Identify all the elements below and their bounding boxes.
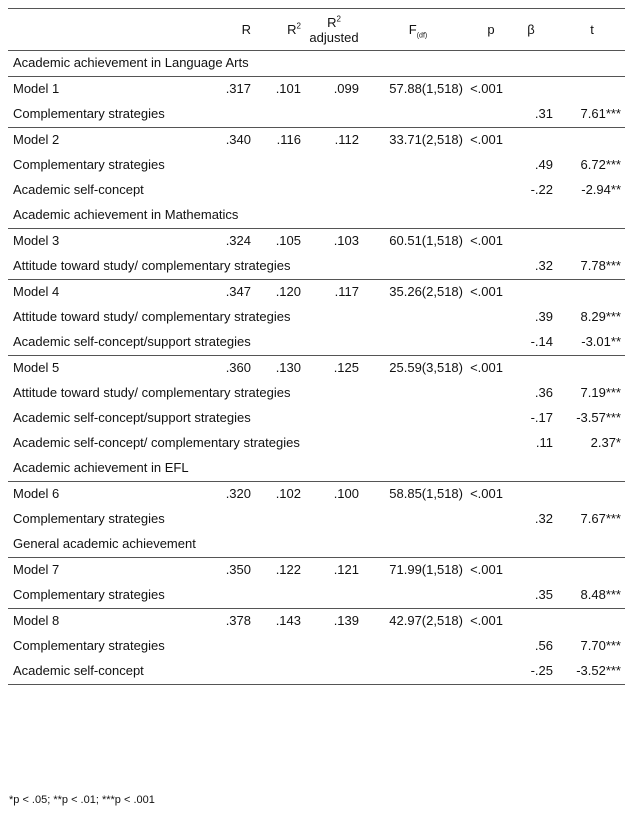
r-squared-value bbox=[251, 51, 301, 77]
predictor-row bbox=[8, 153, 625, 178]
beta-value: -.25 bbox=[503, 659, 553, 685]
beta-value bbox=[503, 356, 553, 382]
r-squared-adjusted-value bbox=[301, 659, 359, 685]
predictor-row bbox=[8, 254, 625, 280]
model-row bbox=[8, 558, 625, 584]
f-value: 57.88(1,518) bbox=[359, 77, 463, 103]
f-value bbox=[359, 178, 463, 203]
r-squared-value bbox=[251, 178, 301, 203]
header-blank bbox=[8, 9, 213, 51]
row-label: Academic achievement in Mathematics bbox=[13, 207, 239, 222]
p-value bbox=[463, 51, 503, 77]
predictor-row bbox=[8, 406, 625, 431]
r-squared-adjusted-value bbox=[301, 381, 359, 406]
r-value bbox=[213, 456, 251, 482]
t-value: 8.29*** bbox=[580, 309, 621, 324]
t-value: 6.72*** bbox=[580, 157, 621, 172]
r-squared-value: .105 bbox=[251, 229, 301, 255]
beta-value bbox=[503, 456, 553, 482]
beta-value: .56 bbox=[534, 638, 553, 653]
r-squared-adjusted-value: .100 bbox=[301, 482, 359, 508]
beta-value bbox=[503, 482, 553, 508]
r-value: .347 bbox=[213, 280, 251, 306]
model-row bbox=[8, 280, 625, 306]
t-value bbox=[553, 532, 625, 558]
p-value: <.001 bbox=[463, 356, 503, 382]
t-value: 7.70*** bbox=[580, 638, 621, 653]
beta-value bbox=[503, 532, 553, 558]
r-squared-adjusted-value bbox=[301, 178, 359, 203]
header-p: p bbox=[463, 9, 503, 51]
t-value bbox=[553, 558, 625, 584]
beta-value: .31 bbox=[534, 106, 553, 121]
f-value bbox=[359, 507, 463, 532]
section-row bbox=[8, 51, 625, 77]
predictor-row bbox=[8, 583, 625, 609]
f-value: 71.99(1,518) bbox=[359, 558, 463, 584]
beta-value: -.14 bbox=[530, 334, 553, 349]
section-row bbox=[8, 532, 625, 558]
p-value bbox=[463, 583, 503, 609]
r-squared-adjusted-value: .099 bbox=[301, 77, 359, 103]
row-label: Model 7 bbox=[8, 558, 213, 584]
r-value bbox=[213, 532, 251, 558]
f-value bbox=[359, 153, 463, 178]
r-value: .378 bbox=[213, 609, 251, 635]
r-squared-adjusted-value bbox=[301, 102, 359, 128]
p-value: <.001 bbox=[463, 609, 503, 635]
t-value bbox=[553, 203, 625, 229]
f-value bbox=[359, 203, 463, 229]
table-header-row bbox=[8, 9, 625, 51]
r-squared-adjusted-value bbox=[301, 254, 359, 280]
r-value: .317 bbox=[213, 77, 251, 103]
row-label: Model 5 bbox=[8, 356, 213, 382]
t-value bbox=[553, 77, 625, 103]
f-value bbox=[359, 456, 463, 482]
r-squared-value: .130 bbox=[251, 356, 301, 382]
r-squared-value bbox=[251, 406, 301, 431]
t-value: -3.52*** bbox=[553, 659, 625, 685]
r-value bbox=[213, 153, 251, 178]
r-squared-adjusted-value bbox=[301, 406, 359, 431]
r-value: .340 bbox=[213, 128, 251, 154]
r-squared-value bbox=[251, 203, 301, 229]
r-squared-adjusted-value bbox=[301, 532, 359, 558]
p-value bbox=[463, 381, 503, 406]
row-label: Model 4 bbox=[8, 280, 213, 306]
model-row bbox=[8, 128, 625, 154]
f-value: 35.26(2,518) bbox=[359, 280, 463, 306]
r-value bbox=[213, 659, 251, 685]
f-value bbox=[359, 532, 463, 558]
r-squared-value: .143 bbox=[251, 609, 301, 635]
p-value bbox=[463, 406, 503, 431]
predictor-row bbox=[8, 381, 625, 406]
p-value bbox=[463, 305, 503, 330]
beta-value bbox=[503, 51, 553, 77]
section-row bbox=[8, 203, 625, 229]
p-value: <.001 bbox=[463, 229, 503, 255]
row-label: Model 2 bbox=[8, 128, 213, 154]
t-value: -2.94** bbox=[581, 182, 621, 197]
row-label: Model 3 bbox=[8, 229, 213, 255]
r-squared-adjusted-value bbox=[301, 507, 359, 532]
beta-value bbox=[503, 609, 553, 635]
predictor-row bbox=[8, 431, 625, 456]
beta-value: -.22 bbox=[530, 182, 553, 197]
r-squared-adjusted-value bbox=[301, 330, 359, 356]
r-value bbox=[213, 178, 251, 203]
significance-footnote: *p < .05; **p < .01; ***p < .001 bbox=[9, 794, 155, 806]
header-r-squared-adjusted: $R^2$ adjusted bbox=[301, 9, 359, 51]
row-label: Complementary strategies bbox=[13, 106, 165, 121]
r-squared-value bbox=[251, 507, 301, 532]
beta-value: .36 bbox=[534, 385, 553, 400]
header-beta: β bbox=[503, 9, 553, 51]
p-value bbox=[463, 330, 503, 356]
f-value: 42.97(2,518) bbox=[359, 609, 463, 635]
predictor-row bbox=[8, 330, 625, 356]
t-value bbox=[553, 356, 625, 382]
beta-value bbox=[503, 280, 553, 306]
row-label: Model 6 bbox=[8, 482, 213, 508]
row-label: Model 1 bbox=[8, 77, 213, 103]
model-row bbox=[8, 482, 625, 508]
predictor-row bbox=[8, 178, 625, 203]
r-squared-value bbox=[251, 659, 301, 685]
f-value bbox=[359, 381, 463, 406]
r-squared-value bbox=[251, 532, 301, 558]
t-value: -3.01** bbox=[581, 334, 621, 349]
t-value bbox=[553, 609, 625, 635]
beta-value: .39 bbox=[534, 309, 553, 324]
r-value bbox=[213, 507, 251, 532]
header-r-squared: $R^2$ bbox=[251, 9, 301, 51]
p-value bbox=[463, 203, 503, 229]
f-value bbox=[359, 406, 463, 431]
row-label: Academic self-concept bbox=[13, 182, 144, 197]
r-squared-adjusted-value: .139 bbox=[301, 609, 359, 635]
beta-value: .11 bbox=[535, 435, 553, 450]
beta-value: .35 bbox=[534, 587, 553, 602]
r-squared-value: .101 bbox=[251, 77, 301, 103]
t-value bbox=[553, 482, 625, 508]
r-squared-value: .116 bbox=[251, 128, 301, 154]
row-label: Attitude toward study/ complementary strategies bbox=[13, 258, 291, 273]
p-value bbox=[463, 507, 503, 532]
r-value: .320 bbox=[213, 482, 251, 508]
row-label: Complementary strategies bbox=[13, 511, 165, 526]
predictor-row bbox=[8, 659, 625, 685]
f-value bbox=[359, 634, 463, 659]
f-value bbox=[359, 431, 463, 456]
t-value bbox=[553, 229, 625, 255]
r-squared-adjusted-value bbox=[301, 456, 359, 482]
r-squared-value bbox=[251, 153, 301, 178]
r-squared-value: .102 bbox=[251, 482, 301, 508]
f-value: 60.51(1,518) bbox=[359, 229, 463, 255]
t-value: 8.48*** bbox=[580, 587, 621, 602]
r-squared-value bbox=[251, 583, 301, 609]
f-value bbox=[359, 583, 463, 609]
header-f: $F_{(df)}$ bbox=[359, 9, 463, 51]
row-label: Academic achievement in Language Arts bbox=[13, 55, 249, 70]
p-value: <.001 bbox=[463, 482, 503, 508]
row-label: Academic achievement in EFL bbox=[13, 460, 189, 475]
t-value: -3.57*** bbox=[576, 410, 621, 425]
r-value bbox=[213, 583, 251, 609]
f-value: 58.85(1,518) bbox=[359, 482, 463, 508]
t-value: 7.67*** bbox=[580, 511, 621, 526]
r-squared-value bbox=[251, 102, 301, 128]
row-label: Complementary strategies bbox=[13, 157, 165, 172]
row-label: Complementary strategies bbox=[13, 587, 165, 602]
beta-value: .32 bbox=[534, 258, 553, 273]
r-squared-value bbox=[251, 634, 301, 659]
row-label: Academic self-concept/ complementary strategies bbox=[13, 435, 300, 450]
f-value: 33.71(2,518) bbox=[359, 128, 463, 154]
row-label: Attitude toward study/ complementary strategies bbox=[13, 309, 291, 324]
t-value: 7.19*** bbox=[580, 385, 621, 400]
p-value: <.001 bbox=[463, 128, 503, 154]
p-value: <.001 bbox=[463, 280, 503, 306]
p-value: <.001 bbox=[463, 77, 503, 103]
header-r: R bbox=[213, 9, 251, 51]
r-squared-adjusted-value bbox=[301, 305, 359, 330]
beta-value bbox=[503, 229, 553, 255]
beta-value bbox=[503, 77, 553, 103]
t-value: 7.78*** bbox=[580, 258, 621, 273]
row-label: Attitude toward study/ complementary strategies bbox=[13, 385, 291, 400]
row-label: Complementary strategies bbox=[13, 638, 165, 653]
r-squared-value bbox=[251, 330, 301, 356]
t-value bbox=[553, 128, 625, 154]
predictor-row bbox=[8, 507, 625, 532]
r-squared-value bbox=[251, 456, 301, 482]
r-value: .360 bbox=[213, 356, 251, 382]
r-value: .324 bbox=[213, 229, 251, 255]
predictor-row bbox=[8, 634, 625, 659]
r-squared-adjusted-value: .103 bbox=[301, 229, 359, 255]
regression-table bbox=[8, 8, 625, 685]
r-squared-adjusted-value: .117 bbox=[301, 280, 359, 306]
f-value bbox=[359, 254, 463, 280]
model-row bbox=[8, 77, 625, 103]
header-t: t bbox=[553, 9, 625, 51]
beta-value: -.17 bbox=[530, 410, 553, 425]
p-value bbox=[463, 153, 503, 178]
r-squared-adjusted-value bbox=[301, 51, 359, 77]
beta-value bbox=[503, 128, 553, 154]
model-row bbox=[8, 229, 625, 255]
p-value bbox=[463, 456, 503, 482]
beta-value: .49 bbox=[534, 157, 553, 172]
p-value bbox=[463, 178, 503, 203]
f-value: 25.59(3,518) bbox=[359, 356, 463, 382]
beta-value bbox=[503, 558, 553, 584]
r-squared-adjusted-value: .121 bbox=[301, 558, 359, 584]
f-value bbox=[359, 305, 463, 330]
r-squared-adjusted-value bbox=[301, 634, 359, 659]
r-squared-adjusted-value: .125 bbox=[301, 356, 359, 382]
r-squared-adjusted-value bbox=[301, 431, 359, 456]
t-value bbox=[553, 280, 625, 306]
row-label: Academic self-concept/support strategies bbox=[13, 334, 251, 349]
model-row bbox=[8, 609, 625, 635]
p-value bbox=[463, 532, 503, 558]
p-value: <.001 bbox=[463, 558, 503, 584]
r-squared-value: .122 bbox=[251, 558, 301, 584]
t-value bbox=[553, 456, 625, 482]
f-value bbox=[359, 51, 463, 77]
t-value bbox=[553, 51, 625, 77]
f-value bbox=[359, 102, 463, 128]
r-squared-adjusted-value: .112 bbox=[301, 128, 359, 154]
p-value bbox=[463, 254, 503, 280]
p-value bbox=[463, 634, 503, 659]
predictor-row bbox=[8, 305, 625, 330]
row-label: General academic achievement bbox=[13, 536, 196, 551]
model-row bbox=[8, 356, 625, 382]
r-squared-adjusted-value bbox=[301, 583, 359, 609]
r-value: .350 bbox=[213, 558, 251, 584]
beta-value bbox=[503, 203, 553, 229]
p-value bbox=[463, 102, 503, 128]
t-value: 2.37* bbox=[590, 435, 621, 450]
r-value bbox=[213, 102, 251, 128]
r-squared-value: .120 bbox=[251, 280, 301, 306]
predictor-row bbox=[8, 102, 625, 128]
row-label: Academic self-concept/support strategies bbox=[13, 410, 251, 425]
r-value bbox=[213, 634, 251, 659]
r-squared-adjusted-value bbox=[301, 203, 359, 229]
f-value bbox=[359, 330, 463, 356]
f-value bbox=[359, 659, 463, 685]
p-value bbox=[463, 659, 503, 685]
t-value: 7.61*** bbox=[580, 106, 621, 121]
beta-value: .32 bbox=[534, 511, 553, 526]
row-label: Academic self-concept bbox=[8, 659, 213, 685]
p-value bbox=[463, 431, 503, 456]
section-row bbox=[8, 456, 625, 482]
r-squared-adjusted-value bbox=[301, 153, 359, 178]
row-label: Model 8 bbox=[8, 609, 213, 635]
table-body bbox=[8, 51, 625, 685]
